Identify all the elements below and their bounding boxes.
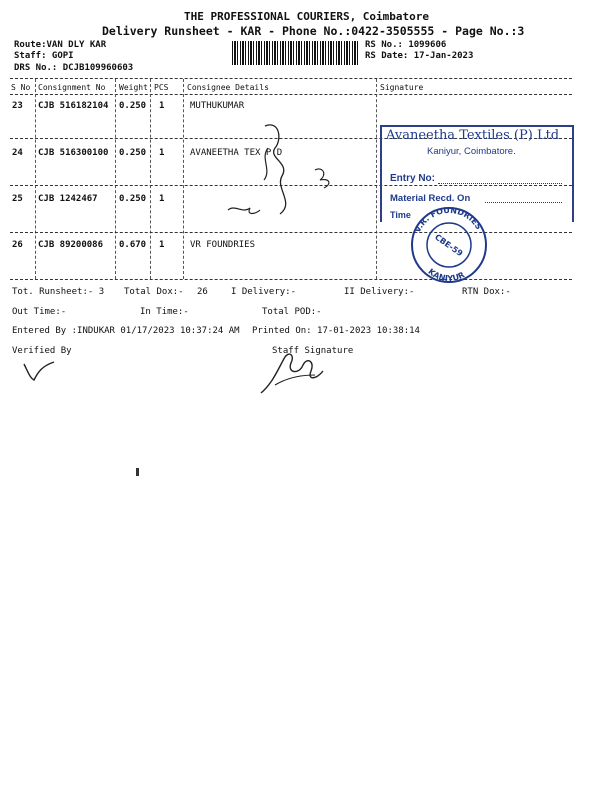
stamp-company: Avaneetha Textiles (P) Ltd bbox=[386, 128, 560, 143]
col-header-pcs: PCS bbox=[154, 83, 169, 92]
row-sno: 23 bbox=[12, 101, 23, 111]
barcode-image bbox=[232, 41, 360, 65]
stamp-entry-line bbox=[438, 183, 562, 184]
col-sep bbox=[183, 79, 184, 279]
row-consignee: MUTHUKUMAR bbox=[190, 101, 245, 111]
row-pcs: 1 bbox=[159, 101, 165, 111]
consignee-signature-scribble bbox=[220, 118, 350, 228]
row-consignment: CJB 89200086 bbox=[38, 240, 104, 250]
svg-text:V.R. FOUNDRIES: V.R. FOUNDRIES bbox=[412, 205, 484, 235]
i-delivery: I Delivery:- bbox=[231, 287, 297, 297]
col-header-consignee: Consignee Details bbox=[187, 83, 269, 92]
row-consignee: VR FOUNDRIES bbox=[190, 240, 256, 250]
col-sep bbox=[115, 79, 116, 279]
rs-number: RS No.: 1099606 bbox=[365, 40, 447, 50]
row-weight: 0.250 bbox=[119, 101, 147, 111]
row-consignee: AVANEETHA TEX P D bbox=[190, 148, 283, 158]
stamp-material-recd: Material Recd. On bbox=[390, 193, 471, 204]
row-pcs: 1 bbox=[159, 194, 165, 204]
total-dox-label: Total Dox:- bbox=[124, 287, 184, 297]
col-header-signature: Signature bbox=[380, 83, 424, 92]
round-seal bbox=[403, 205, 495, 285]
col-sep bbox=[150, 79, 151, 279]
row-pcs: 1 bbox=[159, 148, 165, 158]
row-pcs: 1 bbox=[159, 240, 165, 250]
row-sno: 26 bbox=[12, 240, 23, 250]
row-consignment: CJB 516300100 bbox=[38, 148, 109, 158]
staff-label: Staff: GOPI bbox=[14, 51, 74, 61]
row-consignment: CJB 1242467 bbox=[38, 194, 98, 204]
col-sep bbox=[35, 79, 36, 279]
total-dox-value: 26 bbox=[197, 287, 208, 297]
printed-on: Printed On: 17-01-2023 10:38:14 bbox=[252, 326, 420, 336]
ii-delivery: II Delivery:- bbox=[344, 287, 415, 297]
svg-text:KANIYUR: KANIYUR bbox=[426, 266, 467, 284]
entered-by: Entered By :INDUKAR 01/17/2023 10:37:24 AM bbox=[12, 326, 240, 336]
svg-text:CBE-59: CBE-59 bbox=[433, 232, 465, 259]
row-sno: 25 bbox=[12, 194, 23, 204]
stamp-location: Kaniyur, Coimbatore. bbox=[427, 146, 516, 157]
col-header-sno: S No bbox=[11, 83, 31, 92]
table-header-rule bbox=[10, 94, 572, 95]
row-consignment: CJB 516182104 bbox=[38, 101, 109, 111]
row-weight: 0.670 bbox=[119, 240, 147, 250]
stamp-time: Time bbox=[390, 210, 411, 220]
staff-signature bbox=[255, 345, 335, 400]
row-weight: 0.250 bbox=[119, 194, 147, 204]
row-sno: 24 bbox=[12, 148, 23, 158]
scan-speck bbox=[136, 468, 139, 476]
row-weight: 0.250 bbox=[119, 148, 147, 158]
col-header-weight: Weight bbox=[119, 83, 148, 92]
company-title: THE PROFESSIONAL COURIERS, Coimbatore bbox=[184, 10, 430, 23]
rs-date: RS Date: 17-Jan-2023 bbox=[365, 51, 474, 61]
route-label: Route:VAN DLY KAR bbox=[14, 40, 107, 50]
col-header-consignment: Consignment No bbox=[38, 83, 106, 92]
drs-number: DRS No.: DCJB109960603 bbox=[14, 63, 134, 73]
runsheet-subtitle: Delivery Runsheet - KAR - Phone No.:0422-3505555 - Page No.:3 bbox=[102, 24, 525, 38]
in-time: In Time:- bbox=[140, 307, 189, 317]
rtn-dox: RTN Dox:- bbox=[462, 287, 511, 297]
verifier-signature bbox=[20, 358, 60, 384]
stamp-entry-no: Entry No: bbox=[390, 173, 435, 184]
table-top-rule bbox=[10, 78, 572, 79]
staff-signature-label: Staff Signature bbox=[272, 346, 354, 356]
stamp-material-line bbox=[485, 202, 562, 203]
total-runsheet: Tot. Runsheet:- 3 bbox=[12, 287, 105, 297]
verified-by: Verified By bbox=[12, 346, 72, 356]
total-pod: Total POD:- bbox=[262, 307, 322, 317]
out-time: Out Time:- bbox=[12, 307, 67, 317]
col-sep bbox=[376, 79, 377, 279]
